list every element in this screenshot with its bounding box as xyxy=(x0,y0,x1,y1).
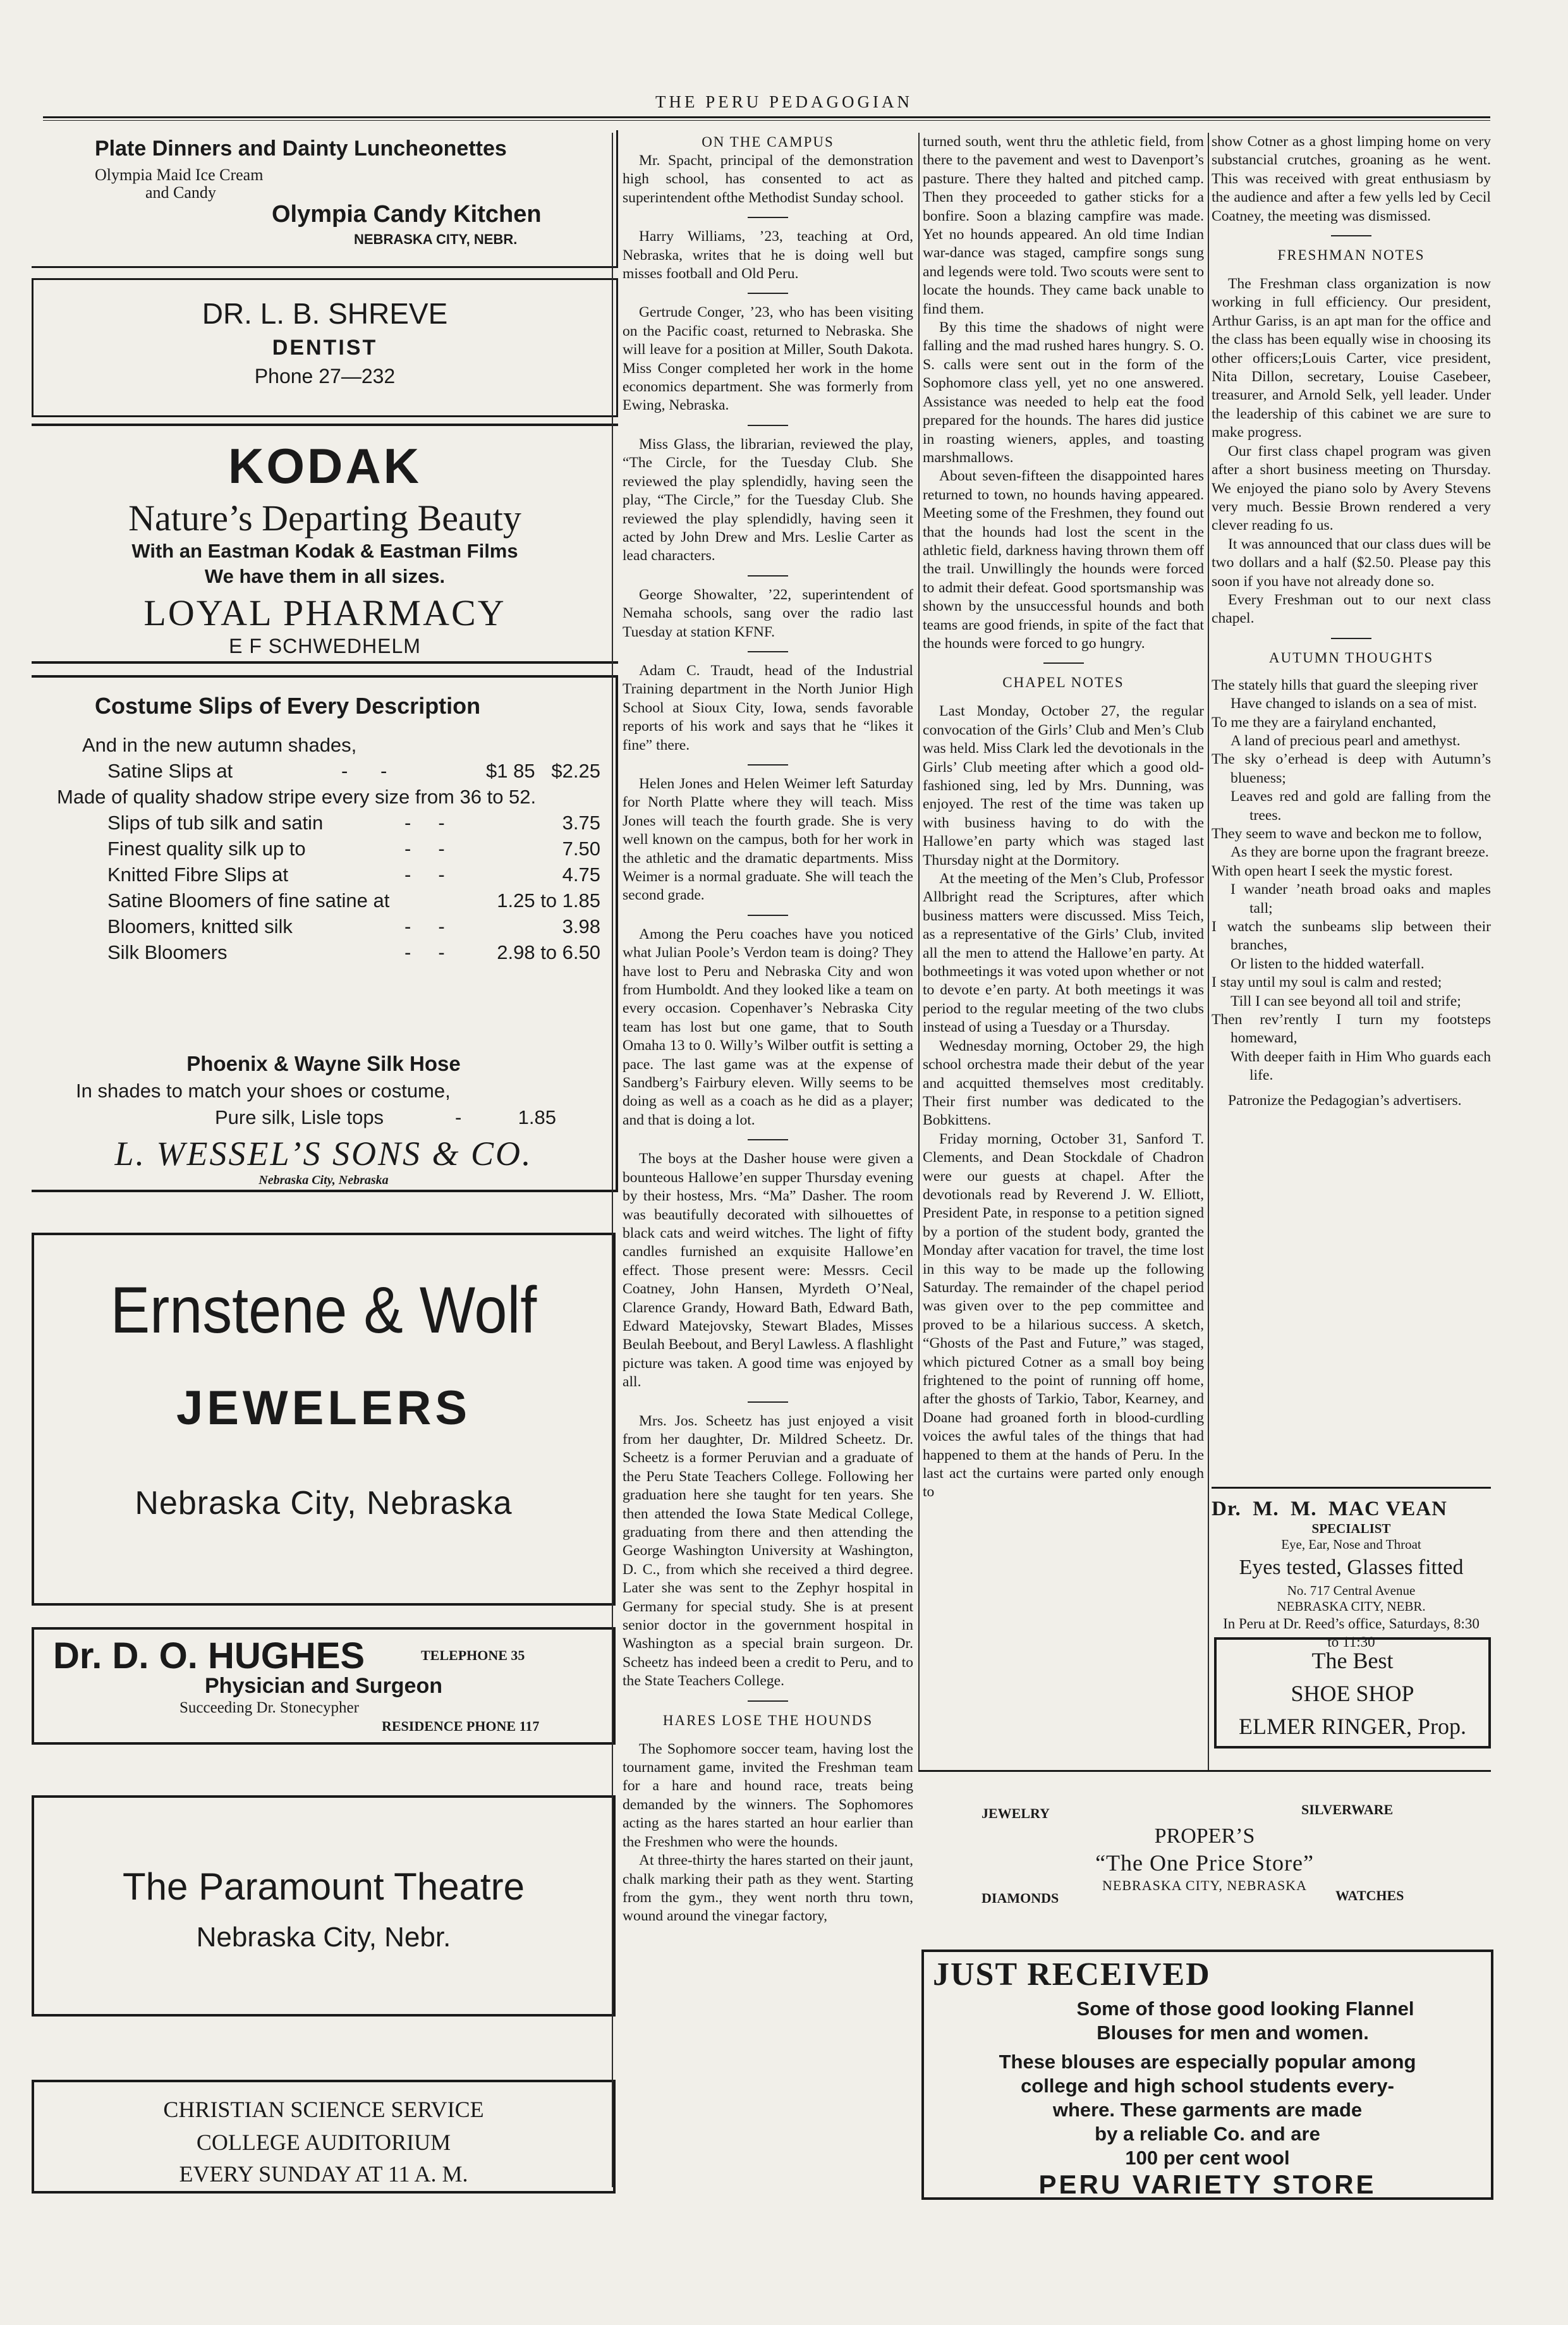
wessel-item-price: 4.75 xyxy=(562,863,600,886)
ringer-line3: ELMER RINGER, Prop. xyxy=(1239,1714,1466,1739)
separator xyxy=(748,1700,788,1702)
hughes-residence: RESIDENCE PHONE 117 xyxy=(382,1718,540,1734)
wessel-item-name: Bloomers, knitted silk xyxy=(107,915,293,937)
proper-watches: WATCHES xyxy=(1335,1888,1404,1903)
proper-top-rule xyxy=(918,1770,1491,1772)
ernstene-type: JEWELERS xyxy=(176,1381,471,1435)
wessel-item-price: 3.98 xyxy=(562,915,600,937)
campus-item: Mr. Spacht, principal of the demonstration high school, has consented to act as superintendent ofthe Methodist Sunday school. xyxy=(623,152,913,206)
shreve-name: DR. L. B. SHREVE xyxy=(202,297,448,330)
column-rule-3 xyxy=(1208,133,1209,1770)
ernstene-city: Nebraska City, Nebraska xyxy=(135,1485,513,1522)
ad-christian xyxy=(32,2080,616,2194)
plate-name: Olympia Candy Kitchen xyxy=(272,201,542,228)
wessel-item-price: 2.98 to 6.50 xyxy=(497,941,600,963)
variety-line6: by a reliable Co. and are xyxy=(1095,2123,1320,2145)
hughes-name: Dr. D. O. HUGHES xyxy=(53,1635,365,1676)
variety-line7: 100 per cent wool xyxy=(1125,2147,1290,2169)
chapel-paragraph-1: Last Monday, October 27, the regular convocation of the Girls’ Club and Men’s Club was held. Miss Clark led the devotionals in the Girls’ Club meeting after which a good old-fashioned sing, led by Mrs. Dunning, was enjoyed. The rest of the time was taken up with business having to do with the Hallowe’en party which was staged last Thursday night at the Dormitory. xyxy=(923,703,1204,869)
variety-line5: where. These garments are made xyxy=(1052,2099,1363,2121)
freshman-paragraph-4: Every Freshman out to our next class chapel. xyxy=(1212,591,1491,627)
hares-continued: turned south, went thru the athletic field, from there to the pavement and west to Davenport’s pasture. There they halted and pitched camp. Then they proceeded to gather sticks for a bonfire. Soon a blazing campfire was made. Yet no hounds appeared. An old time Indian war-dance was staged, campfire songs sung and legends were told. Two scouts were sent to locate the hounds. They came back unable to find them. xyxy=(923,133,1204,317)
separator xyxy=(748,217,788,218)
campus-item: The boys at the Dasher house were given a bounteous Hallowe’en supper Thursday evening by their hostess, Mrs. “Ma” Dasher. The room was beautifully decorated with silhouettes of black cats and weird witches. The light of fifty candles furnished an exquisite Hallowe’en effect. Those present were: Messrs. Cecil Coatney, John Hansen, Myrdeth O’Neal, Clarence Grandy, Howard Bath, Edward Bath, Edward Matejovsky, Stewart Blades, Misses Beulah Beebout, and Beryl Lawless. A flashlight picture was taken. A good time was enjoyed by all. xyxy=(623,1150,913,1391)
kodak-owner: E F SCHWEDHELM xyxy=(229,635,421,657)
separator xyxy=(748,764,788,766)
wessel-intro-row xyxy=(82,732,600,758)
macvean-tagline: Eyes tested, Glasses fitted xyxy=(1239,1556,1464,1579)
proper-slogan: “The One Price Store” xyxy=(1095,1850,1314,1876)
variety-store: PERU VARIETY STORE xyxy=(1038,2169,1377,2199)
variety-line4: college and high school students every- xyxy=(1021,2075,1394,2097)
proper-diamonds: DIAMONDS xyxy=(982,1890,1059,1906)
poem-line: A land of precious pearl and amethyst. xyxy=(1231,732,1461,749)
wessel-item-dash: - - xyxy=(404,863,445,886)
hares-paragraph-2: At three-thirty the hares started on their jaunt, chalk marking their path as they went. Starting from the gym., they went north thru town, wound around the vinegar factory, xyxy=(623,1852,913,1925)
wessel-hose-price-row xyxy=(215,1106,556,1129)
poem-line: With open heart I seek the mystic forest. xyxy=(1212,862,1453,879)
column-rule-2 xyxy=(918,133,920,1770)
chapel-continued: show Cotner as a ghost limping home on very substancial crutches, groaning as he went. This was received with great enthusiasm by the audience and after a few yells led by Cecil Coatney, the meeting was dismissed. xyxy=(1212,133,1491,224)
hughes-title: Physician and Surgeon xyxy=(205,1674,442,1698)
poem-line: Have changed to islands on a sea of mist. xyxy=(1231,695,1477,712)
page-header: THE PERU PEDAGOGIAN xyxy=(655,92,913,111)
macvean-rule xyxy=(1212,1487,1491,1489)
poem-line: They seem to wave and beckon me to follow, xyxy=(1212,826,1482,842)
campus-items xyxy=(623,152,913,1691)
campus-item: Adam C. Traudt, head of the Industrial Training department in the North Junior High School at Sioux City, Iowa, sends favorable reports of his work and says that he “likes it fine” there. xyxy=(623,662,913,754)
wessel-item-price: 7.50 xyxy=(562,838,600,860)
wessel-shadow: Made of quality shadow stripe every size from 36 to 52. xyxy=(57,786,537,808)
hughes-telephone: TELEPHONE 35 xyxy=(421,1647,525,1663)
kodak-slogan: Nature’s Departing Beauty xyxy=(128,497,521,539)
wessel-price-row xyxy=(82,836,600,862)
macvean-city: NEBRASKA CITY, NEBR. xyxy=(1277,1599,1426,1614)
poem-line: Leaves red and gold are falling from the trees. xyxy=(1231,788,1491,824)
ad-ernstene xyxy=(32,1233,616,1606)
separator xyxy=(1331,638,1371,639)
campus-item: Helen Jones and Helen Weimer left Saturday for North Platte where they will teach. Miss Jones will teach the fourth grade. She is very well known on the campus, both for her work in the athletic and the dramatic departments. Miss Weimer is a normal graduate. She will teach the second grade. xyxy=(623,775,913,904)
hares-paragraph-3: By this time the shadows of night were falling and the mad rushed hares hungry. S. O. S. calls were sent out in the form of the Sophomore class yell, yet no one answered. Assistance was needed to help eat the food prepared for the hounds. The hares did justice in roasting wieners, apples, and toasting marshmallows. xyxy=(923,319,1204,466)
plate-title: Plate Dinners and Dainty Luncheonettes xyxy=(95,137,507,161)
separator xyxy=(748,1401,788,1403)
wessel-price-row xyxy=(82,939,600,965)
variety-headline: JUST RECEIVED xyxy=(933,1956,1211,1992)
proper-city: NEBRASKA CITY, NEBRASKA xyxy=(1102,1877,1307,1893)
separator xyxy=(1043,662,1084,664)
wessel-satine-dash: - - xyxy=(341,760,387,782)
ad-ringer xyxy=(1214,1637,1491,1748)
hughes-succeeding: Succeeding Dr. Stonecypher xyxy=(179,1699,359,1716)
column-rule-1 xyxy=(612,133,613,2187)
wessel-hose-dash: - xyxy=(455,1106,462,1128)
wessel-item-dash: - - xyxy=(404,941,445,963)
ernstene-name: Ernstene & Wolf xyxy=(110,1274,537,1347)
wessel-item-dash xyxy=(404,888,474,913)
campus-item: Gertrude Conger, ’23, who has been visiting on the Pacific coast, returned to Nebraska. She will leave for a position at Miller, South Dakota. Miss Conger completed her work in the home economics department. She was formerly from Ewing, Nebraska. xyxy=(623,304,913,414)
macvean-peru: In Peru at Dr. Reed’s office, Saturdays, 8:30 to 11:30 xyxy=(1223,1616,1480,1650)
separator xyxy=(748,425,788,426)
macvean-specialist: SPECIALIST xyxy=(1311,1521,1391,1536)
chapel-paragraph-3: Wednesday morning, October 29, the high school orchestra made their debut of the year and acquitted themselves most creditably. Their first number was dedicated to the Bobkittens. xyxy=(923,1037,1204,1129)
wessel-hose-price: 1.85 xyxy=(518,1106,556,1128)
shreve-phone: Phone 27—232 xyxy=(254,365,396,387)
christian-line3: EVERY SUNDAY AT 11 A. M. xyxy=(179,2161,468,2187)
wessel-body xyxy=(57,732,600,965)
proper-silverware: SILVERWARE xyxy=(1301,1802,1394,1817)
shreve-title: DENTIST xyxy=(272,336,378,360)
campus-item: Among the Peru coaches have you noticed what Julian Poole’s Verdon team is doing? They have lost to Peru and Nebraska City and won from Humboldt. And they looked like a team on every occasion. Copenhaver’s Nebraska City team has lost but one game, that to South Omaha 13 to 0. Willy’s Wilber outfit is setting a pace. The last game was at the expense of Sandberg’s Fairbury eleven. Willy seems to be doing as well as a coach as he did as a player; and that is doing a lot. xyxy=(623,925,913,1128)
wessel-intro: And in the new autumn shades, xyxy=(82,734,357,756)
ad-macvean xyxy=(1212,1487,1491,1651)
separator xyxy=(748,915,788,916)
wessel-item-dash: - - xyxy=(404,838,445,860)
variety-line2: Blouses for men and women. xyxy=(1097,2022,1369,2044)
ringer-line2: SHOE SHOP xyxy=(1291,1681,1414,1706)
campus-item: George Showalter, ’22, superintendent of Nemaha schools, sang over the radio last Tuesday at station KFNF. xyxy=(623,586,913,640)
poem-line: Then rev’rently I turn my footsteps homeward, xyxy=(1212,1011,1491,1047)
wessel-item-price: 3.75 xyxy=(562,812,600,834)
plate-city: NEBRASKA CITY, NEBR. xyxy=(354,231,518,247)
wessel-store: L. WESSEL’S SONS & CO. xyxy=(114,1135,533,1173)
freshman-heading: FRESHMAN NOTES xyxy=(1277,247,1425,264)
wessel-item-dash: - - xyxy=(404,915,445,937)
kodak-line2: We have them in all sizes. xyxy=(204,565,446,587)
wessel-hose-title: Phoenix & Wayne Silk Hose xyxy=(186,1052,461,1075)
campus-item: Miss Glass, the librarian, reviewed the play, “The Circle, for the Tuesday Club. She reviewed the play splendidly, having seen the play, “The Circle,” for the Tuesday Club. She reviewed the play splendidly, having seen it acted by John Drew and Mrs. Leslie Carter as lead characters. xyxy=(623,436,913,564)
variety-line1: Some of those good looking Flannel xyxy=(1076,1998,1414,2020)
wessel-item-name: Knitted Fibre Slips at xyxy=(107,863,289,886)
poem-line: Or listen to the hidded waterfall. xyxy=(1231,955,1425,972)
poem-line: The sky o’erhead is deep with Autumn’s blueness; xyxy=(1212,751,1491,786)
wessel-hose-line: In shades to match your shoes or costume, xyxy=(76,1080,451,1102)
poem-line: As they are borne upon the fragrant breeze. xyxy=(1231,844,1489,861)
separator xyxy=(1331,235,1371,236)
macvean-address: No. 717 Central Avenue xyxy=(1287,1583,1416,1598)
wessel-item-name: Slips of tub silk and satin xyxy=(107,812,324,834)
ad-plate-dinners xyxy=(32,130,618,268)
wessel-item-price: 1.25 to 1.85 xyxy=(497,889,600,912)
campus-item: Harry Williams, ’23, teaching at Ord, Nebraska, writes that he is doing well but misses football and Old Peru. xyxy=(623,228,913,283)
patronize: Patronize the Pedagogian’s advertisers. xyxy=(1228,1092,1462,1109)
chapel-paragraph-4: Friday morning, October 31, Sanford T. Clements, and Dean Stockdale of Chadron were our guests at chapel. After the devotionals read by Reverend J. W. Elliott, President Pate, in response to a petition signed by a portion of the student body, granted the Monday after vacation for travel, the time lost in this way to be made up the following Saturday. The remainder of the chapel period was given over to the pep committee and proved to be a hilarious success. A sketch, “Ghosts of the Past and Future,” was staged, which pictured Cotner as a small boy being frightened to the point of running off home, after the ghosts of Tarkio, Tabor, Kearney, and Doane had groaned forth in blood-curdling voices the awful tales of the things that had happened to them at the hands of Peru. In the last act the curtains were parted only enough to xyxy=(923,1130,1204,1501)
hares-heading: HARES LOSE THE HOUNDS xyxy=(662,1712,873,1728)
column-2 xyxy=(623,133,913,1926)
proper-name: PROPER’S xyxy=(1154,1824,1255,1848)
wessel-satine-row xyxy=(82,758,600,784)
poem-line: I wander ’neath broad oaks and maples tall; xyxy=(1231,881,1491,917)
campus-item: Mrs. Jos. Scheetz has just enjoyed a visit from her daughter, Dr. Mildred Scheetz. Dr. Scheetz is a former Peruvian and a graduate of the Peru State Teachers College. Following her graduation here she taught for ten years. She then attended the Iowa State Medical College, graduating from there and then attending the George Washington University at Washington, D. C., from which she received a third degree. Later she was sent to the Zephyr hospital in Germany for special study. She is at present senior doctor in the government hospital in Washington as a special brain surgeon. Dr. Scheetz has indeed been a credit to Peru, and to the State Teachers College. xyxy=(623,1412,913,1690)
wessel-item-dash: - - xyxy=(404,812,445,834)
poem xyxy=(1212,676,1491,1085)
wessel-item-name: Finest quality silk up to xyxy=(107,838,306,860)
plate-line1: Olympia Maid Ice Cream xyxy=(95,166,264,184)
hares-paragraph-4: About seven-fifteen the disappointed hares returned to town, no hounds having appeared. Meeting some of the Freshmen, they found out that the hounds had lost the scent in the athletic field, darkness having thrown them off the trail. Unwillingly the hounds were forced to admit their defeat. Good sportsmanship was shown by the unsuccessful hounds and both teams are good friends, in spite of the fact that the hounds were forced to go hungry. xyxy=(923,468,1204,652)
wessel-items xyxy=(82,810,600,965)
poem-line: I stay until my soul is calm and rested; xyxy=(1212,974,1442,991)
poem-line: The stately hills that guard the sleeping river xyxy=(1212,676,1478,693)
kodak-line1: With an Eastman Kodak & Eastman Films xyxy=(131,540,518,562)
ringer-line1: The Best xyxy=(1311,1648,1394,1673)
freshman-paragraph-3: It was announced that our class dues will be two dollars and a half ($2.50. Please pay this soon if you have not already done so. xyxy=(1212,535,1491,590)
macvean-name: Dr. M. M. MAC VEAN xyxy=(1212,1498,1447,1520)
chapel-paragraph-2: At the meeting of the Men’s Club, Professor Allbright read the Scriptures, after which business matters were discussed. Miss Teich, as a representative of the Girls’ Club, invited all the men to attend the Hallowe’en party. At bothmeetings it was voted upon whether or not to devote e’en party. At both meetings it was period to the regular meeting of the two clubs instead of using a Tuesday or a Thursday. xyxy=(923,870,1204,1036)
separator xyxy=(748,293,788,294)
chapel-heading: CHAPEL NOTES xyxy=(1002,674,1124,691)
campus-heading: ON THE CAMPUS xyxy=(702,134,834,150)
ad-variety xyxy=(921,1950,1493,2200)
separator xyxy=(748,651,788,652)
ad-proper xyxy=(918,1783,1491,1928)
variety-line3: These blouses are especially popular among xyxy=(999,2051,1416,2073)
paramount-name: The Paramount Theatre xyxy=(123,1865,525,1908)
ad-paramount xyxy=(32,1795,616,2017)
hares-paragraph-1: The Sophomore soccer team, having lost the tournament game, invited the Freshman team for a hare and hound race, treats being demanded by the winners. The Sophomores acting as the hares started an hour earlier than the Freshmen who were the hounds. xyxy=(623,1740,913,1850)
poem-line: Till I can see beyond all toil and strife; xyxy=(1231,992,1461,1010)
wessel-city: Nebraska City, Nebraska xyxy=(258,1173,389,1187)
wessel-item-name: Silk Bloomers xyxy=(107,941,228,963)
wessel-price-row xyxy=(82,888,600,913)
ad-hughes xyxy=(32,1627,616,1745)
kodak-store: LOYAL PHARMACY xyxy=(143,592,506,633)
freshman-paragraph-2: Our first class chapel program was given after a short business meeting on Thursday. We enjoyed the piano solo by Avery Stevens very much. Bessie Brown rendered a very clever reading fo us. xyxy=(1212,442,1491,534)
poem-line: To me they are a fairyland enchanted, xyxy=(1212,714,1437,731)
proper-jewelry: JEWELRY xyxy=(982,1805,1050,1821)
paramount-city: Nebraska City, Nebr. xyxy=(196,1922,451,1953)
christian-line2: COLLEGE AUDITORIUM xyxy=(196,2130,451,2155)
wessel-satine-price: $1 85 $2.25 xyxy=(486,760,600,782)
wessel-price-row xyxy=(82,862,600,888)
macvean-specialty: Eye, Ear, Nose and Throat xyxy=(1281,1537,1421,1552)
column-3 xyxy=(923,133,1204,1502)
separator xyxy=(748,1139,788,1140)
separator xyxy=(748,575,788,577)
ad-kodak xyxy=(32,424,618,664)
ad-shreve xyxy=(32,278,618,417)
wessel-title: Costume Slips of Every Description xyxy=(95,693,481,719)
wessel-satine-label: Satine Slips at xyxy=(107,760,233,782)
poem-heading: AUTUMN THOUGHTS xyxy=(1268,649,1434,666)
wessel-price-row xyxy=(82,810,600,836)
plate-line2: and Candy xyxy=(145,183,216,202)
poem-line: I watch the sunbeams slip between their branches, xyxy=(1212,918,1491,954)
kodak-brand: KODAK xyxy=(228,438,422,494)
column-4 xyxy=(1212,133,1491,1110)
freshman-paragraph-1: The Freshman class organization is now working in full efficiency. Our president, Arthur Gariss, is an apt man for the office and the class has been equally wise in choosing its other officers;Louis Carter, vice president, Nita Dillon, secretary, Louise Casebeer, treasurer, and Arnold Selk, yell leader. Under the leadership of this cabinet we are sure to make progress. xyxy=(1212,276,1491,441)
ad-wessel xyxy=(32,675,618,1192)
wessel-price-row xyxy=(82,913,600,939)
christian-line1: CHRISTIAN SCIENCE SERVICE xyxy=(163,2097,484,2122)
wessel-hose-pure: Pure silk, Lisle tops xyxy=(215,1106,384,1128)
wessel-item-name: Satine Bloomers of fine satine at xyxy=(107,889,390,912)
header-rule-thin xyxy=(43,120,1490,121)
poem-line: With deeper faith in Him Who guards each life. xyxy=(1231,1048,1491,1084)
header-rule xyxy=(43,116,1490,118)
